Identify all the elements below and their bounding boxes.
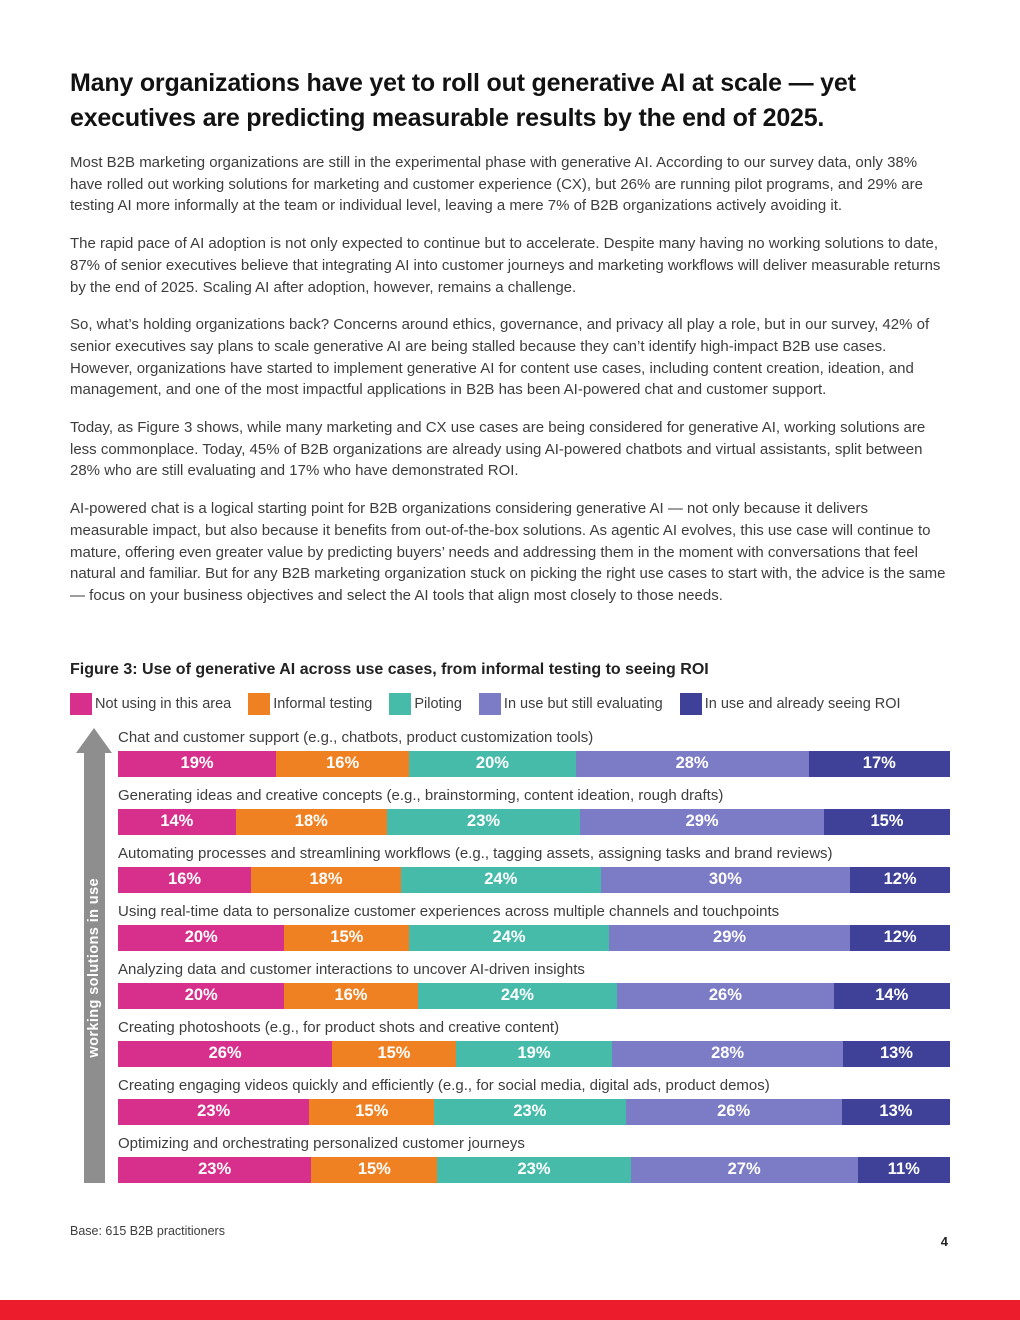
arrow-up-icon [76,728,112,753]
legend-label: Piloting [414,695,462,712]
stacked-bar [118,751,950,777]
chart-row [118,1076,950,1125]
bar-segment: 23% [437,1157,630,1183]
axis-label: working solutions in use [86,877,102,1058]
bar-label: Generating ideas and creative concepts (e.g., brainstorming, content ideation, rough drafts) [118,786,724,804]
bar-segment: 26% [626,1099,842,1125]
chart-row [118,728,950,777]
stacked-bar [118,925,950,951]
bar-segment: 30% [601,867,851,893]
bar-segment: 15% [309,1099,434,1125]
stacked-bar [118,809,950,835]
chart-row [118,1018,950,1067]
chart-row [118,844,950,893]
chart-row [118,960,950,1009]
chart-legend [70,693,950,715]
bar-segment: 16% [284,983,417,1009]
legend-swatch-icon [680,693,702,715]
legend-item-1 [70,693,231,715]
legend-swatch-icon [479,693,501,715]
bar-segment: 13% [843,1041,950,1067]
bar-label: Using real-time data to personalize customer experiences across multiple channels and touchpoints [118,902,780,920]
bar-segment: 26% [118,1041,332,1067]
bar-segment: 13% [842,1099,950,1125]
bar-segment: 12% [850,867,950,893]
legend-label: Not using in this area [95,695,232,712]
figure-caption: Figure 3: Use of generative AI across use cases, from informal testing to seeing ROI [70,660,709,678]
bar-label: Chat and customer support (e.g., chatbots, product customization tools) [118,728,594,746]
legend-swatch-icon [70,693,92,715]
paragraph-4: Today, as Figure 3 shows, while many marketing and CX use cases are being considered for generative AI, working solutions are less commonplace. Today, 45% of B2B organizations are already using AI-powered chatbots and virtual assistants, split between 28% who are still evaluating and 17% who have demonstrated ROI. [70,419,926,480]
bar-segment: 23% [434,1099,625,1125]
bar-segment: 16% [276,751,409,777]
bar-segment: 28% [576,751,809,777]
bar-segment: 24% [409,925,609,951]
bar-segment: 29% [580,809,824,835]
stacked-bar [118,867,950,893]
bar-segment: 27% [631,1157,858,1183]
bar-segment: 19% [118,751,276,777]
page-number: 4 [940,1234,948,1249]
bar-segment: 14% [834,983,950,1009]
bar-segment: 20% [409,751,575,777]
bar-segment: 23% [387,809,580,835]
bar-segment: 17% [809,751,950,777]
stacked-bar [118,1157,950,1183]
bar-segment: 15% [824,809,950,835]
bar-segment: 20% [118,983,284,1009]
legend-swatch-icon [248,693,270,715]
stacked-bar [118,1041,950,1067]
bar-segment: 11% [858,1157,950,1183]
bar-segment: 29% [609,925,850,951]
figure-chart [70,728,950,1183]
bar-segment: 12% [850,925,950,951]
legend-item-5 [680,693,901,715]
footer-red-bar [0,1300,1020,1320]
legend-item-3 [389,693,462,715]
y-axis-arrow [70,728,118,1183]
chart-row [118,1134,950,1183]
bar-segment: 24% [418,983,618,1009]
axis-arrow-shaft [84,753,105,1183]
paragraph-1: Most B2B marketing organizations are still in the experimental phase with generative AI. According to our survey data, only 38% have rolled out working solutions for marketing and customer experience (CX), but 26% are running pilot programs, and 29% are testing AI more informally at the team or individual level, leaving a mere 7% of B2B organizations actively avoiding it. [70,154,923,215]
paragraph-2: The rapid pace of AI adoption is not only expected to continue but to accelerate. Despite many having no working solutions to date, 87% of senior executives believe that integrating AI into customer journeys and marketing workflows will deliver measurable returns by the end of 2025. Scaling AI after adoption, however, remains a challenge. [70,235,941,296]
bar-label: Creating engaging videos quickly and efficiently (e.g., for social media, digital ads, product demos) [118,1076,770,1094]
chart-rows [118,728,950,1183]
bar-segment: 23% [118,1099,309,1125]
bar-label: Optimizing and orchestrating personalized customer journeys [118,1134,525,1152]
legend-item-4 [479,693,663,715]
chart-row [118,902,950,951]
bar-segment: 20% [118,925,284,951]
bar-segment: 16% [118,867,251,893]
bar-segment: 15% [284,925,409,951]
bar-segment: 18% [251,867,401,893]
body-text [70,152,950,607]
bar-segment: 15% [332,1041,456,1067]
page-title: Many organizations have yet to roll out generative AI at scale — yet executives are predicting measurable results by the end of 2025. [70,69,856,132]
bar-label: Creating photoshoots (e.g., for product shots and creative content) [118,1018,560,1036]
bar-segment: 18% [236,809,387,835]
paragraph-3: So, what’s holding organizations back? Concerns around ethics, governance, and privacy all play a role, but in our survey, 42% of senior executives say plans to scale generative AI are being stalled because they can’t identify high-impact B2B use cases. However, organizations have started to implement generative AI for content use cases, including content creation, ideation, and management, and one of the most impactful applications in B2B has been AI-powered chat and customer support. [70,316,930,399]
bar-segment: 24% [401,867,601,893]
bar-segment: 26% [617,983,833,1009]
bar-label: Automating processes and streamlining workflows (e.g., tagging assets, assigning tasks and brand reviews) [118,844,833,862]
legend-swatch-icon [389,693,411,715]
chart-row [118,786,950,835]
bar-segment: 14% [118,809,236,835]
bar-segment: 23% [118,1157,311,1183]
stacked-bar [118,983,950,1009]
legend-label: In use and already seeing ROI [704,695,901,712]
stacked-bar [118,1099,950,1125]
base-note: Base: 615 B2B practitioners [70,1224,225,1238]
bar-segment: 15% [311,1157,437,1183]
legend-label: In use but still evaluating [503,695,663,712]
legend-label: Informal testing [273,695,373,712]
bar-segment: 28% [612,1041,843,1067]
bar-label: Analyzing data and customer interactions to uncover AI-driven insights [118,960,585,978]
bar-segment: 19% [456,1041,613,1067]
paragraph-5: AI-powered chat is a logical starting point for B2B organizations considering generative AI — not only because it delivers measurable impact, but also because it benefits from out-of-the-box solutions. As agentic AI evolves, this use case will continue to mature, offering even greater value by predicting buyers’ needs and addressing them in the moment with conversations that feel natural and familiar. But for any B2B marketing organization stuck on picking the right use cases to start with, the advice is the same — focus on your business objectives and select the AI tools that align most closely to those needs. [70,500,946,604]
legend-item-2 [248,693,372,715]
